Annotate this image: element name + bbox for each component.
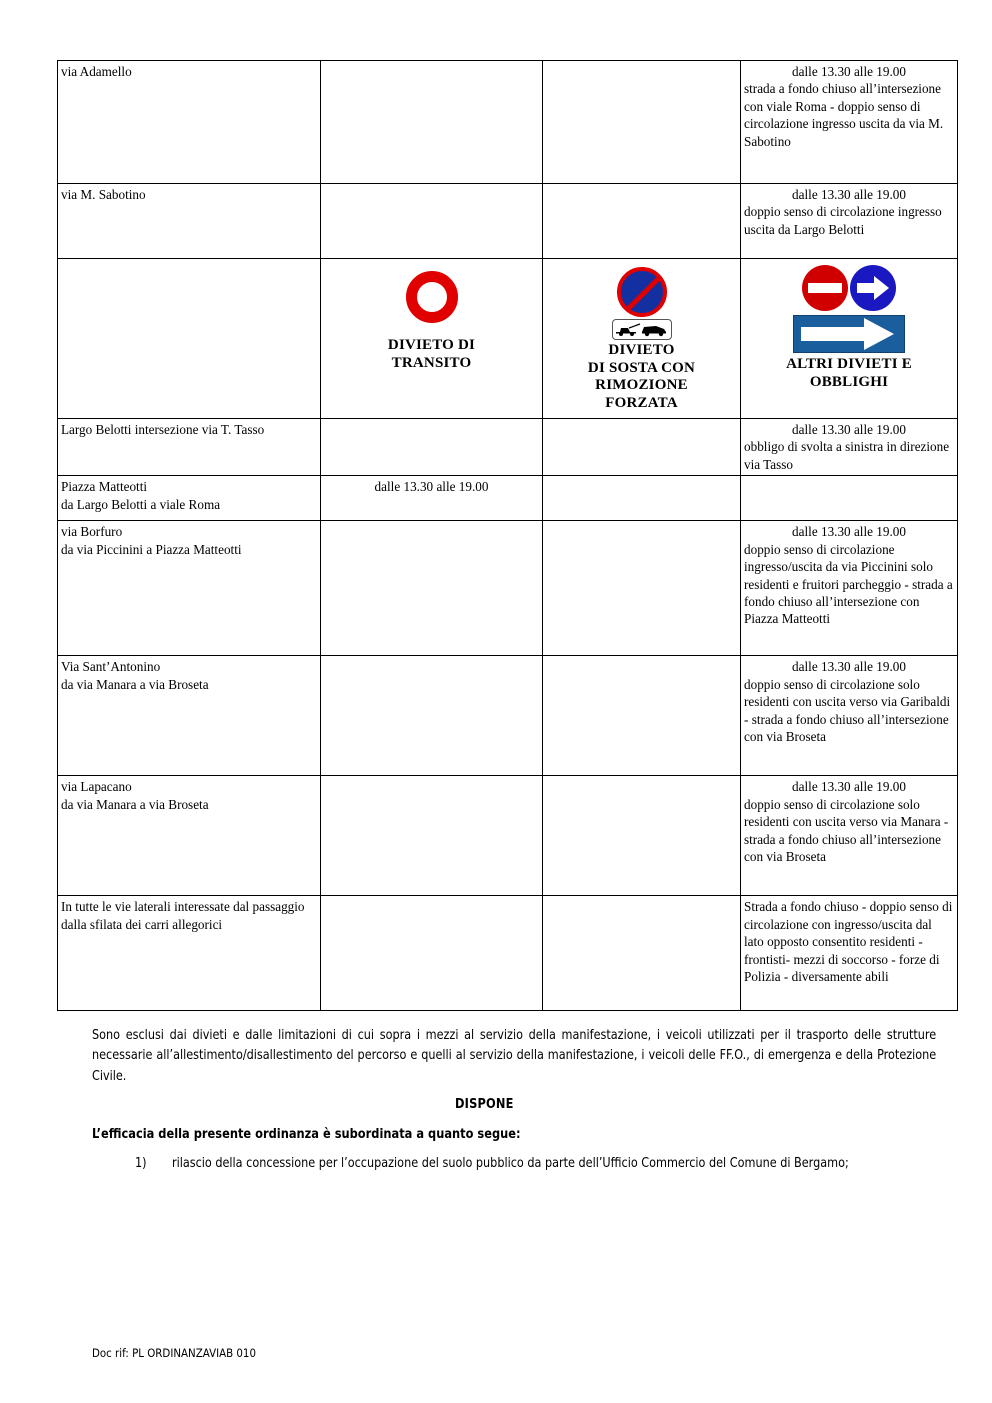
sosta-cell xyxy=(543,419,741,476)
street-name: via Lapacano xyxy=(61,779,132,795)
street-cell xyxy=(58,476,321,521)
divieto-sosta-header-cell xyxy=(543,259,741,419)
table-row xyxy=(58,896,958,1011)
street-name: Largo Belotti intersezione via T. Tasso xyxy=(61,422,265,437)
sosta-cell xyxy=(543,61,741,184)
street-detail: da via Manara a via Broseta xyxy=(61,796,209,812)
no-parking-sign-group xyxy=(612,267,672,340)
panel-arrow-head xyxy=(864,318,894,350)
street-detail: da Largo Belotti a viale Roma xyxy=(61,496,221,512)
exclusions-paragraph: Sono esclusi dai divieti e dalle limitazioni di cui sopra i mezzi al servizio della manifestazione, i veicoli utilizzati per il trasporto delle strutture necessarie all’allestimento/disallestimento del percorso e quelli al servizio della manifestazione, i veicoli delle FF.O., di emergenza e della Protezione Civile. xyxy=(92,1028,937,1084)
transito-cell xyxy=(321,896,543,1011)
no-entry-bar xyxy=(808,283,842,293)
label-line-1: DIVIETO DI xyxy=(387,337,476,353)
dispone-heading: DISPONE xyxy=(455,1096,514,1112)
transito-cell xyxy=(321,476,543,521)
transito-cell xyxy=(321,184,543,259)
transito-cell xyxy=(321,521,543,656)
altri-cell xyxy=(741,521,958,656)
street-cell xyxy=(58,419,321,476)
street-cell xyxy=(58,521,321,656)
divieto-sosta-label xyxy=(546,342,737,413)
altri-cell xyxy=(741,656,958,776)
street-cell xyxy=(58,184,321,259)
altri-divieti-label xyxy=(744,356,954,391)
sign-header-row xyxy=(58,259,958,419)
altri-text: doppio senso di circolazione ingresso/uscita da via Piccinini solo residenti e fruitori parcheggio - strada a fondo chiuso all’intersezione con Piazza Matteotti xyxy=(744,541,953,627)
label-line-1: ALTRI DIVIETI E xyxy=(786,356,912,372)
street-cell xyxy=(58,656,321,776)
list-item xyxy=(135,1154,967,1174)
street-name: via Adamello xyxy=(61,64,132,79)
sosta-cell xyxy=(543,776,741,896)
time-range: dalle 13.30 alle 19.00 xyxy=(792,779,906,795)
sosta-cell xyxy=(543,476,741,521)
altri-cell xyxy=(741,476,958,521)
altri-text: doppio senso di circolazione ingresso uscita da Largo Belotti xyxy=(744,204,942,237)
altri-cell xyxy=(741,419,958,476)
street-cell xyxy=(58,61,321,184)
altri-cell xyxy=(741,61,958,184)
list-item-number: 1) xyxy=(135,1156,147,1171)
sosta-cell xyxy=(543,184,741,259)
sosta-cell xyxy=(543,521,741,656)
time-range: dalle 13.30 alle 19.00 xyxy=(792,64,906,79)
table-row xyxy=(58,656,958,776)
time-range: dalle 13.30 alle 19.00 xyxy=(792,659,906,675)
label-line-3: RIMOZIONE xyxy=(595,377,688,394)
turn-right-mandatory-sign-icon xyxy=(850,265,896,311)
transito-cell xyxy=(321,776,543,896)
transito-cell xyxy=(321,419,543,476)
tow-truck-panel-icon xyxy=(612,319,672,340)
street-detail: da via Manara a via Broseta xyxy=(61,676,209,692)
divieto-transito-header-cell xyxy=(321,259,543,419)
label-line-4: FORZATA xyxy=(605,395,678,412)
divieto-transito-label xyxy=(324,337,539,372)
list-item-text: rilascio della concessione per l’occupazione del suolo pubblico da parte dell’Ufficio Commercio del Comune di Bergamo; xyxy=(171,1156,849,1171)
altri-cell xyxy=(741,184,958,259)
traffic-restrictions-table xyxy=(57,60,958,1011)
label-line-2: TRANSITO xyxy=(391,354,472,371)
table-row xyxy=(58,476,958,521)
no-transit-sign-icon xyxy=(406,271,458,323)
sign-pair-row xyxy=(744,265,954,311)
altri-text: doppio senso di circolazione solo residenti con uscita verso via Garibaldi - strada a fondo chiuso all’intersezione con via Broseta xyxy=(744,676,951,744)
no-entry-sign-icon xyxy=(802,265,848,311)
sosta-cell xyxy=(543,896,741,1011)
time-range: dalle 13.30 alle 19.00 xyxy=(792,524,906,540)
no-parking-sign-icon xyxy=(617,267,667,317)
street-cell xyxy=(58,896,321,1011)
tow-truck-glyph xyxy=(614,320,670,337)
street-name: Piazza Matteotti xyxy=(61,479,148,495)
street-name: Via Sant’Antonino xyxy=(61,659,161,675)
transito-cell xyxy=(321,61,543,184)
altri-text: obbligo di svolta a sinistra in direzione via Tasso xyxy=(744,439,950,472)
altri-text: doppio senso di circolazione solo residenti con uscita verso via Manara - strada a fondo chiuso all’intersezione con via Broseta xyxy=(744,796,949,864)
altri-cell xyxy=(741,896,958,1011)
table-row xyxy=(58,61,958,184)
table-row xyxy=(58,776,958,896)
sosta-cell xyxy=(543,656,741,776)
sign-header-empty-cell xyxy=(58,259,321,419)
time-range: dalle 13.30 alle 19.00 xyxy=(792,422,906,437)
transito-value: dalle 13.30 alle 19.00 xyxy=(374,479,489,495)
label-line-1: DIVIETO xyxy=(608,342,675,358)
altri-text: strada a fondo chiuso all’intersezione con viale Roma - doppio senso di circolazione ingresso uscita da via M. Sabotino xyxy=(744,81,944,149)
one-way-direction-panel-icon xyxy=(793,315,905,353)
slash-stroke xyxy=(619,272,665,317)
time-range: dalle 13.30 alle 19.00 xyxy=(792,187,906,202)
table-row xyxy=(58,419,958,476)
street-name: via Borfuro xyxy=(61,524,123,540)
panel-arrow-stem xyxy=(801,327,873,341)
street-detail: da via Piccinini a Piazza Matteotti xyxy=(61,541,242,557)
street-cell xyxy=(58,776,321,896)
table-row xyxy=(58,521,958,656)
arrow-head xyxy=(874,276,889,300)
table-row xyxy=(58,184,958,259)
street-name: via M. Sabotino xyxy=(61,187,146,202)
label-line-2: OBBLIGHI xyxy=(809,373,889,390)
street-name: In tutte le vie laterali interessate dal passaggio dalla sfilata dei carri allegorici xyxy=(61,899,305,932)
transito-cell xyxy=(321,656,543,776)
altri-divieti-header-cell xyxy=(741,259,958,419)
efficacia-heading: L’efficacia della presente ordinanza è subordinata a quanto segue: xyxy=(92,1126,521,1142)
altri-text: Strada a fondo chiuso - doppio senso di circolazione con ingresso/uscita dal lato opposto consentito residenti -frontisti- mezzi di soccorso - forze di Polizia - diversamente abili xyxy=(744,899,953,984)
document-reference-footer: Doc rif: PL ORDINANZAVIAB 010 xyxy=(92,1346,256,1360)
altri-cell xyxy=(741,776,958,896)
label-line-2: DI SOSTA CON xyxy=(587,359,696,376)
